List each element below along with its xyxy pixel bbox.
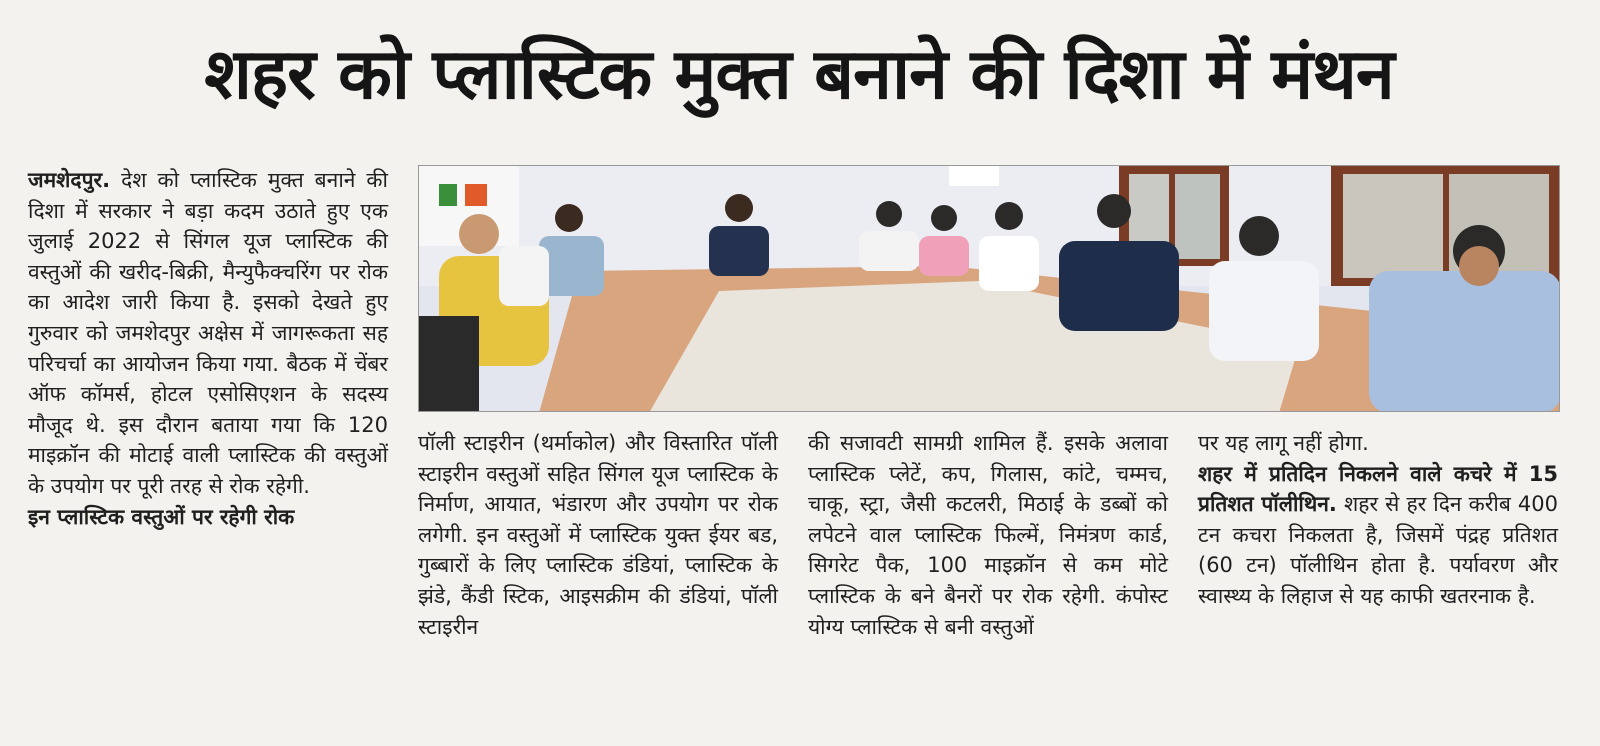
article-column-2 bbox=[418, 428, 778, 642]
subheading-polythene: शहर में प्रतिदिन निकलने वाले कचरे में 15 प्रतिशत पॉलीथिन. bbox=[1198, 461, 1558, 517]
article-column-1 bbox=[28, 165, 388, 532]
meeting-room-photo bbox=[419, 166, 1560, 412]
meeting-photo bbox=[418, 165, 1560, 412]
headline: शहर को प्लास्टिक मुक्त बनाने की दिशा में मंथन bbox=[204, 33, 1394, 115]
article-column-3 bbox=[808, 428, 1168, 642]
column-4-lead: पर यह लागू नहीं होगा. bbox=[1198, 431, 1369, 455]
dateline: जमशेदपुर. bbox=[28, 168, 111, 192]
column-3-body: की सजावटी सामग्री शामिल हैं. इसके अलावा प्लास्टिक प्लेटें, कप, गिलास, कांटे, चम्मच, चाकू, स्ट्रा, जैसी कटलरी, मिठाई के डब्बों को लपेटने वाल प्लास्टिक फिल्में, निमंत्रण कार्ड, सिगरेट पैक, 100 माइक्रॉन से कम मोटे प्लास्टिक के बने बैनरों पर रोक रहेगी. कंपोस्ट योग्य प्लास्टिक से बनी वस्तुओं bbox=[808, 431, 1168, 639]
column-4-paragraph bbox=[1198, 459, 1558, 612]
column-1-body: देश को प्लास्टिक मुक्त बनाने की दिशा में सरकार ने बड़ा कदम उठाते हुए एक जुलाई 2022 से सिंगल यूज प्लास्टिक की वस्तुओं की खरीद-बिक्री, मैन्युफैक्चरिंग पर रोक का आदेश जारी किया है. इसको देखते हुए गुरुवार को जमशेदपुर अक्षेस में जागरूकता सह परिचर्चा का आयोजन किया गया. बैठक में चेंबर ऑफ कॉमर्स, होटल एसोसिएशन के सदस्य मौजूद थे. इस दौरान बताया गया कि 120 माइक्रॉन की मोटाई वाली प्लास्टिक की वस्तुओं के उपयोग पर पूरी तरह से रोक रहेगी. bbox=[28, 168, 388, 498]
column-2-body: पॉली स्टाइरीन (थर्माकोल) और विस्तारित पॉली स्टाइरीन वस्तुओं सहित सिंगल यूज प्लास्टिक के निर्माण, आयात, भंडारण और उपयोग पर रोक लगेगी. इन वस्तुओं में प्लास्टिक युक्त ईयर बड, गुब्बारों के लिए प्लास्टिक डंडियां, प्लास्टिक के झंडे, कैंडी स्टिक, आइसक्रीम की डंडियां, पॉली स्टाइरीन bbox=[418, 431, 778, 639]
article-column-4 bbox=[1198, 428, 1558, 612]
subheading-banned-items: इन प्लास्टिक वस्तुओं पर रहेगी रोक bbox=[28, 504, 295, 529]
column-1-paragraph bbox=[28, 165, 388, 502]
column-4-body: शहर से हर दिन करीब 400 टन कचरा निकलता है, जिसमें पंद्रह प्रतिशत (60 टन) पॉलीथिन होता है. पर्यावरण और स्वास्थ्य के लिहाज से यह काफी खतरनाक है. bbox=[1198, 492, 1558, 608]
